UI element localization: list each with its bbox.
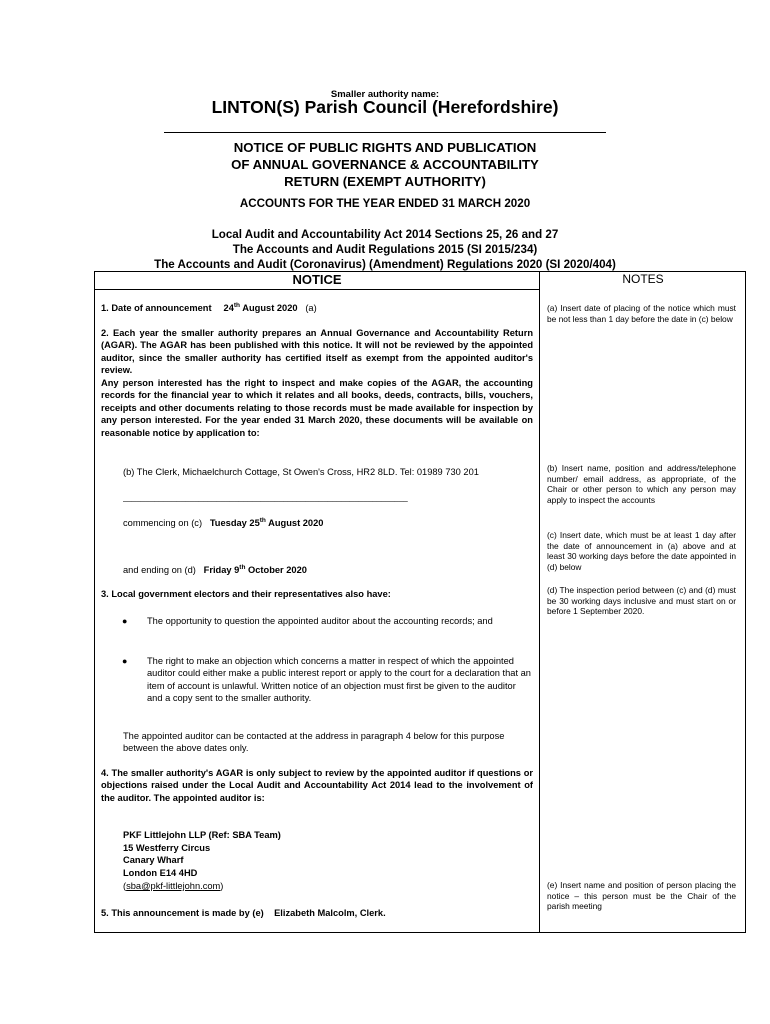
section-2-rights: Any person interested has the right to inspect and make copies of the AGAR, the accounting records for the financial year to which it relates and all books, deeds, contracts, bills, vouchers, receipts and other documents relating to those records must be made available for inspection by any person interested. For the year ended 31 March 2020, these documents will be available on reasonable notice by application to:: [101, 378, 533, 438]
legislation-line: The Accounts and Audit (Coronavirus) (Amendment) Regulations 2020 (SI 2020/404): [154, 258, 616, 271]
auditor-email-link[interactable]: sba@pkf-littlejohn.com: [126, 880, 221, 891]
note-c: (c) Insert date, which must be at least 1 day after the date of announcement in (a) above and at least 30 working days before the date appointed in (d) below: [547, 530, 736, 572]
note-ref-a: (a): [305, 303, 317, 313]
right-make-objection: The right to make an objection which concerns a matter in respect of which the appointed auditor could either make a public interest report or apply to the court for a declaration that an item of account is unlawful. Written notice of an objection must first be given to the auditor and a copy sent to the smaller authority.: [147, 656, 531, 704]
accounts-year-line: ACCOUNTS FOR THE YEAR ENDED 31 MARCH 2020: [239, 197, 531, 210]
ending-label: and ending on (d): [123, 565, 196, 575]
section-5: [101, 907, 386, 919]
inspection-contact: (b) The Clerk, Michaelchurch Cottage, St Owen's Cross, HR2 8LD. Tel: 01989 730 201: [123, 467, 479, 477]
note-b: (b) Insert name, position and address/telephone number/ email address, as appropriate, of the Chair or other person to which any person may apply to inspect the accounts: [547, 463, 736, 505]
right-question-auditor: The opportunity to question the appointed auditor about the accounting records; and: [147, 616, 493, 626]
column-divider: [539, 271, 540, 933]
legislation-line: The Accounts and Audit Regulations 2015 (SI 2015/234): [232, 243, 538, 256]
ending-line: [123, 564, 307, 576]
legislation-line: Local Audit and Accountability Act 2014 Sections 25, 26 and 27: [211, 228, 559, 241]
auditor-contact-text: The appointed auditor can be contacted at the address in paragraph 4 below for this purpose between the above dates only.: [123, 731, 505, 754]
note-e: (e) Insert name and position of person placing the notice – this person must be the Chair of the parish meeting: [547, 880, 736, 912]
notice-title-line: NOTICE OF PUBLIC RIGHTS AND PUBLICATION: [233, 140, 537, 155]
announcer-name: Elizabeth Malcolm, Clerk.: [274, 908, 386, 918]
bullet-icon: ●: [122, 616, 128, 626]
auditor-address-line: 15 Westferry Circus: [123, 842, 211, 853]
bullet-icon: ●: [122, 656, 128, 666]
notice-title: [0, 139, 770, 190]
section-3-heading: 3. Local government electors and their representatives also have:: [101, 589, 391, 599]
authority-name: LINTON(S) Parish Council (Herefordshire): [211, 97, 559, 117]
note-d: (d) The inspection period between (c) and (d) must be 30 working days inclusive and must start on or before 1 September 2020.: [547, 585, 736, 617]
commencing-line: [123, 517, 323, 529]
announcement-date: 24th August 2020: [223, 301, 298, 313]
notes-column-heading: NOTES: [622, 272, 664, 286]
heading-divider: [94, 289, 540, 290]
commencing-date: Tuesday 25th August 2020: [209, 516, 324, 528]
note-a: (a) Insert date of placing of the notice which must be not less than 1 day before the date in (c) below: [547, 303, 736, 324]
authority-name-label: Smaller authority name:: [330, 89, 440, 100]
header-rule: [164, 132, 606, 133]
auditor-address-line: Canary Wharf: [123, 855, 184, 866]
section-4: 4. The smaller authority's AGAR is only subject to review by the appointed auditor if questions or objections raised under the Local Audit and Accountability Act 2014 lead to the involvement of the auditor. The appointed auditor is:: [101, 768, 533, 803]
ending-date: Friday 9th October 2020: [203, 563, 307, 575]
auditor-address: PKF Littlejohn LLP (Ref: SBA Team) 15 Westferry Circus Canary Wharf London E14 4HD (sba@pkf-littlejohn.com): [123, 830, 281, 891]
notice-title-line: OF ANNUAL GOVERNANCE & ACCOUNTABILITY: [231, 157, 539, 172]
announcement-date-label: 1. Date of announcement: [101, 303, 212, 313]
auditor-address-line: London E14 4HD: [123, 868, 198, 879]
announcer-label: 5. This announcement is made by (e): [101, 908, 264, 918]
notice-column-heading: NOTICE: [292, 272, 342, 287]
contact-rule: ________________________________________________________________: [123, 493, 408, 502]
section-2-intro: 2. Each year the smaller authority prepares an Annual Governance and Accountability Return (AGAR). The AGAR has been published with this notice. It will not be reviewed by the appointed auditor, since the smaller authority has certified itself as exempt from the appointed auditor's review.: [101, 328, 533, 376]
auditor-address-line: PKF Littlejohn LLP (Ref: SBA Team): [123, 830, 281, 840]
notice-title-line: RETURN (EXEMPT AUTHORITY): [284, 174, 486, 189]
legislation-list: [0, 227, 770, 272]
section-1: [101, 302, 317, 314]
commencing-label: commencing on (c): [123, 518, 203, 528]
